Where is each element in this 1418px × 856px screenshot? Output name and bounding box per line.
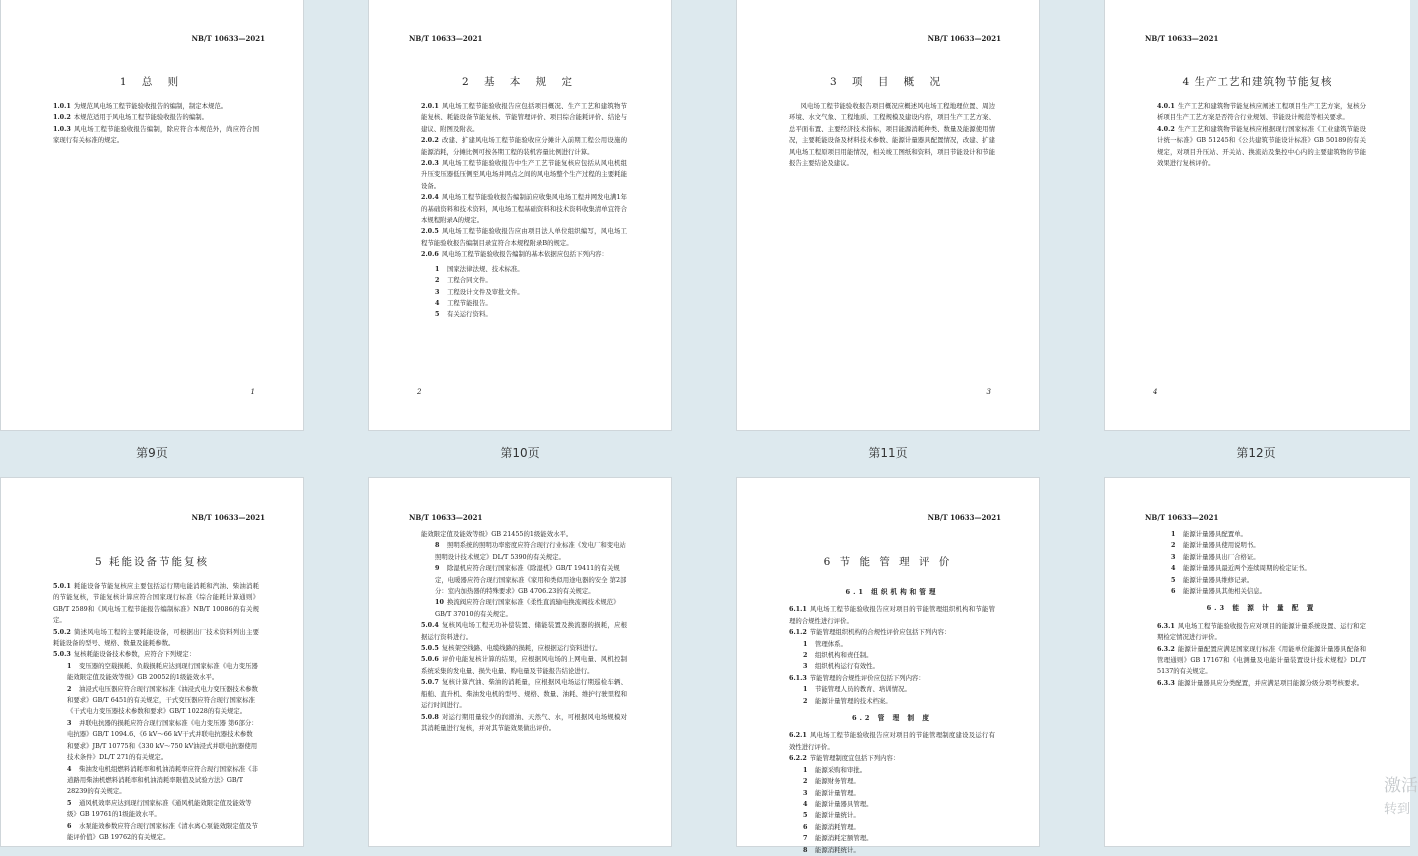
item-text: 国家法律法规、技术标准。	[447, 264, 524, 273]
clause-text: 风电场工程节能验收报告应对项目的节能管理制度建设及运行有效性进行评价。	[789, 731, 995, 751]
clause-text: 耗能设备节能复核应主要包括运行期电能消耗和汽油、柴油消耗的节能复核，节能复核计算应符合国家现行标准《综合能耗计算通则》GB/T 2589和《风电场工程节能报告编制标准》NB/T 10086的有关规定。	[53, 582, 259, 625]
clause	[53, 627, 259, 650]
list-item	[789, 810, 995, 821]
clause-number: 6.2.2	[789, 754, 807, 763]
clause-number: 4.0.1	[1157, 102, 1175, 110]
list-item	[421, 298, 627, 309]
clause	[1157, 621, 1366, 644]
item-number: 8	[435, 541, 440, 550]
page-label-9[interactable]: 第9页	[136, 446, 168, 460]
item-text: 能源计量器具维修记录。	[1183, 575, 1254, 584]
page-number: 2	[417, 388, 422, 396]
item-text: 能源计量统计。	[815, 811, 860, 820]
clause	[421, 643, 627, 654]
page-number: 3	[986, 388, 991, 396]
clause-number: 2.0.1	[421, 102, 439, 110]
list-item	[789, 661, 995, 672]
continued-text: 能效限定值及能效等级》GB 21455的1级能效水平。	[421, 530, 573, 538]
item-text: 能源消耗管理。	[815, 822, 860, 831]
page-label-12[interactable]: 第12页	[1236, 446, 1276, 460]
clause	[1157, 644, 1366, 678]
page-content	[1157, 101, 1366, 169]
item-text: 节能管理人员的教育、培训情况。	[815, 685, 911, 694]
list-item	[789, 696, 995, 707]
clause	[421, 192, 627, 226]
clause-text: 风电场工程节能验收报告编制，除应符合本规范外，尚应符合国家现行有关标准的规定。	[53, 124, 259, 145]
list-item	[1157, 540, 1366, 551]
item-number: 3	[803, 788, 808, 797]
item-text: 能源计量管理。	[815, 788, 860, 797]
list-item	[1157, 529, 1366, 540]
clause	[421, 620, 627, 643]
clause-text: 风电场工程节能验收报告编制的基本依据应包括下列内容：	[441, 250, 608, 259]
item-text: 工程合同文件。	[447, 276, 492, 285]
item-number: 1	[803, 639, 808, 648]
standard-code: NB/T 10633—2021	[191, 513, 265, 522]
item-text: 能源消耗定额管理。	[815, 834, 873, 843]
clause	[421, 654, 627, 677]
item-text: 工程节能报告。	[447, 298, 492, 307]
item-number: 7	[803, 834, 808, 843]
item-number: 2	[67, 684, 72, 693]
list-item	[421, 597, 627, 620]
item-text: 能源计量器具其他相关信息。	[1183, 587, 1267, 596]
item-text: 变压器的空载损耗、负载损耗应达到现行国家标准《电力变压器能效限定值及能效等级》GB 20052的1级能效水平。	[67, 661, 258, 682]
item-number: 3	[803, 662, 808, 671]
clause-text: 节能管理的合规性评价应包括下列内容：	[809, 673, 925, 682]
item-number: 10	[435, 598, 444, 607]
item-number: 2	[803, 651, 808, 660]
clause	[53, 581, 259, 627]
list-item	[789, 788, 995, 799]
clause-number: 2.0.4	[421, 193, 439, 202]
clause-text: 风电场工程节能验收报告中生产工艺节能复核应包括从风电机组升压变压器低压侧至风电场并网点之间的风电场整个生产过程的主要耗能设备。	[421, 159, 627, 190]
clause-number: 5.0.3	[53, 650, 71, 659]
clause-number: 6.1.1	[789, 605, 807, 614]
standard-code: NB/T 10633—2021	[927, 34, 1001, 43]
item-text: 能源采购和审批。	[815, 765, 867, 774]
clause	[53, 112, 259, 123]
clause	[421, 677, 627, 711]
list-item	[789, 650, 995, 661]
clause-text: 能源计量器具应分类配置，并应满足项目能源分级分项考核要求。	[1177, 678, 1364, 687]
clause-number: 2.0.6	[421, 250, 439, 259]
standard-code: NB/T 10633—2021	[927, 513, 1001, 522]
clause-text: 节能管理组织机构的合规性评价应包括下列内容：	[809, 628, 951, 637]
clause-text: 对运行期用量较少的润滑油、天然气、水，可根据风电场规模对其消耗量进行复核，并对其节能效果做出评价。	[421, 712, 627, 732]
clause	[1157, 124, 1366, 170]
item-number: 4	[435, 298, 440, 307]
item-number: 4	[67, 764, 72, 773]
clause-text: 复核耗能设备技术参数，应符合下列规定：	[73, 650, 196, 659]
item-text: 能源财务管理。	[815, 777, 860, 786]
list-item	[1157, 586, 1366, 597]
clause-text: 复核计算汽油、柴油的消耗量，应根据风电场运行期巡检车辆、船舶、直升机、柴油发电机的型号、规格、数量、油耗、维护行驶里程和运行时间进行。	[421, 678, 627, 710]
list-item	[53, 798, 259, 821]
clause-number: 4.0.2	[1157, 124, 1175, 133]
clause	[1157, 101, 1366, 124]
chapter-title: 4 生产工艺和建筑物节能复核	[1182, 76, 1333, 88]
clause-text: 风电场工程节能验收报告应包括项目概况、生产工艺和建筑物节能复核、耗能设备节能复核、节能管理评价、项目综合能耗评价、结论与建议、附图及附表。	[421, 102, 627, 133]
clause	[53, 649, 259, 660]
clause-number: 5.0.6	[421, 655, 439, 664]
page-content	[53, 101, 259, 147]
item-text: 通风机效率应达到现行国家标准《通风机能效限定值及能效等级》GB 19761的1级能效水平。	[67, 798, 252, 819]
list-item	[53, 821, 259, 844]
list-item	[789, 684, 995, 695]
document-page-12[interactable]	[1104, 0, 1410, 431]
item-number: 3	[435, 287, 440, 296]
clause-number: 6.1.2	[789, 628, 807, 637]
section-heading: 6.2 管 理 制 度	[851, 714, 933, 723]
list-item	[789, 765, 995, 776]
list-item	[789, 776, 995, 787]
clause-number: 5.0.8	[421, 712, 439, 721]
item-number: 6	[1171, 587, 1176, 596]
document-page-13[interactable]	[0, 477, 304, 847]
item-text: 能源计量器具最近两个连续周期的检定证书。	[1183, 564, 1311, 573]
clause	[789, 730, 995, 753]
clause-text: 风电场工程节能验收报告应对项目的节能管理组织机构和节能管理的合规性进行评价。	[789, 605, 995, 625]
list-item	[421, 275, 627, 286]
clause-number: 2.0.2	[421, 136, 439, 145]
list-item	[789, 639, 995, 650]
standard-code: NB/T 10633—2021	[1145, 513, 1219, 522]
item-text: 能源计量器具使用说明书。	[1183, 541, 1260, 550]
document-page-14[interactable]	[368, 477, 672, 847]
item-number: 6	[67, 821, 72, 830]
document-page-9[interactable]	[0, 0, 304, 431]
page-label-11[interactable]: 第11页	[868, 446, 908, 460]
document-page-16[interactable]	[1104, 477, 1410, 847]
item-text: 能源计量器具出厂合格证。	[1183, 552, 1260, 561]
list-item	[1157, 575, 1366, 586]
item-number: 4	[803, 799, 808, 808]
item-number: 9	[435, 564, 440, 573]
item-number: 5	[1171, 575, 1176, 584]
clause	[421, 226, 627, 249]
standard-code: NB/T 10633—2021	[1145, 34, 1219, 43]
clause-text: 风电场工程节能验收报告编制前应收集风电场工程并网发电满1年的基础资料和技术资料，风电场工程基础资料和技术资料收集清单宜符合本规程附录A的规定。	[421, 193, 627, 225]
chapter-title: 3 项 目 概 况	[829, 76, 947, 88]
clause	[421, 158, 627, 192]
page-content	[789, 101, 995, 169]
item-text: 换流阀应符合现行国家标准《柔性直流输电换流阀技术规范》GB/T 37010的有关规定。	[435, 598, 620, 618]
item-number: 3	[67, 718, 72, 727]
activation-watermark: 激活 转到	[1384, 776, 1418, 817]
item-number: 1	[435, 264, 440, 273]
standard-code: NB/T 10633—2021	[191, 34, 265, 43]
page-content	[789, 581, 995, 856]
clause-text: 复核架空线路、电缆线路的损耗，应根据运行资料进行。	[441, 644, 602, 653]
clause-number: 6.3.2	[1157, 644, 1175, 653]
item-text: 并联电抗器的损耗应符合现行国家标准《电力变压器 第6部分：电抗器》GB/T 1094.6、《6 kV～66 kV干式并联电抗器技术参数和要求》JB/T 10775和《330 kV～750 kV油浸式并联电抗器使用技术条件》DL/T 271的有关规定。	[67, 718, 258, 762]
item-number: 3	[1171, 552, 1176, 561]
clause-text: 复核风电场工程无功补偿装置、储能装置及换流器的损耗，应根据运行资料进行。	[421, 621, 627, 641]
page-content	[53, 581, 259, 843]
list-item	[53, 661, 259, 684]
basis-list	[421, 264, 627, 321]
item-number: 5	[67, 798, 72, 807]
page-content	[421, 529, 627, 734]
clause-number: 5.0.2	[53, 627, 71, 636]
item-number: 1	[67, 661, 72, 670]
clause-number: 1.0.3	[53, 124, 71, 133]
clause-number: 6.3.1	[1157, 621, 1175, 630]
document-page-10[interactable]	[368, 0, 672, 431]
item-text: 能源消耗统计。	[815, 845, 860, 854]
chapter-title: 1 总 则	[119, 76, 185, 88]
chapter-title: 6 节 能 管 理 评 价	[823, 556, 953, 568]
clause-number: 2.0.5	[421, 227, 439, 236]
clause	[421, 249, 627, 260]
standard-code: NB/T 10633—2021	[409, 513, 483, 522]
list-item	[421, 540, 627, 563]
clause-text: 能源计量配置应满足国家现行标准《用能单位能源计量器具配备和管理通则》GB 17167和《电测量及电能计量装置设计技术规程》DL/T 5137的有关规定。	[1157, 644, 1366, 676]
item-text: 工程设计文件及审批文件。	[447, 287, 524, 296]
clause-text: 风电场工程节能验收报告应由项目法人单位组织编写，风电场工程节能验收报告编制目录宜符合本规程附录B的规定。	[421, 227, 627, 247]
item-text: 有关运行资料。	[447, 310, 492, 319]
clause	[789, 673, 995, 684]
section-heading: 6.3 能 源 计 量 配 置	[1206, 604, 1317, 613]
item-text: 组织机构运行有效性。	[815, 662, 879, 671]
document-page-11[interactable]	[736, 0, 1040, 431]
item-number: 1	[803, 685, 808, 694]
clause-number: 5.0.7	[421, 678, 439, 687]
item-number: 8	[803, 845, 808, 854]
item-number: 5	[435, 310, 440, 319]
item-text: 照明系统的照明功率密度应符合现行行业标准《发电厂和变电站照明设计技术规定》DL/T 5390的有关规定。	[435, 541, 626, 561]
item-number: 1	[803, 765, 808, 774]
list-item	[789, 845, 995, 856]
list-item	[789, 799, 995, 810]
list-item	[789, 833, 995, 844]
clause-text: 生产工艺和建筑物节能复核应根据现行国家标准《工业建筑节能设计统一标准》GB 51245和《公共建筑节能设计标准》GB 50189的有关规定，对项目升压站、开关站、换流站及集控中心内的主要建筑物的节能效果进行复核评价。	[1157, 124, 1366, 168]
clause	[421, 101, 627, 135]
item-text: 管理体系。	[815, 639, 847, 648]
clause	[1157, 678, 1366, 689]
clause	[421, 135, 627, 158]
standard-code: NB/T 10633—2021	[409, 34, 483, 43]
clause-number: 5.0.1	[53, 582, 71, 590]
item-number: 2	[1171, 541, 1176, 550]
clause-number: 2.0.3	[421, 159, 439, 168]
clause	[789, 604, 995, 627]
item-number: 4	[1171, 564, 1176, 573]
document-page-15[interactable]	[736, 477, 1040, 854]
item-text: 除湿机应符合现行国家标准《除湿机》GB/T 19411的有关规定，电暖器应符合现行国家标准《家用和类似用途电器的安全 第2部分：室内加热器的特殊要求》GB 4706.23的有关规定。	[435, 564, 627, 596]
list-item	[1157, 552, 1366, 563]
clause-number: 5.0.4	[421, 621, 439, 630]
clause-text: 本规范适用于风电场工程节能验收报告的编制。	[73, 113, 208, 122]
list-item	[53, 684, 259, 718]
list-item	[1157, 563, 1366, 574]
clause-text: 评价电能复核计算的结果，应根据风电场的上网电量、风机控制系统采集的发电量、损失电量、购电量及节能报告结论进行。	[421, 655, 627, 675]
chapter-title: 2 基 本 规 定	[461, 76, 579, 88]
clause-text: 风电场工程节能验收报告应对项目的能源计量系统设置、运行和定期检定情况进行评价。	[1157, 621, 1366, 642]
clause-text: 生产工艺和建筑物节能复核应阐述工程项目生产工艺方案，复核分析项目生产工艺方案是否符合行业规划、节能设计规范等相关要求。	[1157, 102, 1366, 122]
item-text: 油浸式电压器应符合现行国家标准《油浸式电力变压器技术参数和要求》GB/T 6451的有关规定，干式变压器应符合现行国家标准《干式电力变压器技术参数和要求》GB/T 10228的有关规定。	[67, 684, 258, 716]
item-number: 2	[803, 696, 808, 705]
clause	[53, 101, 259, 112]
list-item	[53, 718, 259, 764]
clause-number: 1.0.1	[53, 102, 71, 110]
clause	[53, 124, 259, 147]
item-number: 5	[803, 811, 808, 820]
clause	[421, 712, 627, 735]
item-text: 组织机构和责任制。	[815, 651, 873, 660]
clause	[789, 627, 995, 638]
chapter-title: 5 耗能设备节能复核	[94, 556, 210, 568]
item-text: 柴油发电机组燃料消耗率和机油消耗率应符合现行国家标准《非道路用柴油机燃料消耗率和机油消耗率限值及试验方法》GB/T 28239的有关规定。	[67, 764, 258, 796]
clause-text: 简述风电场工程的主要耗能设备，可根据出厂技术资料列出主要耗能设备的型号、规格、数量及能耗参数。	[53, 627, 259, 648]
clause-number: 6.3.3	[1157, 678, 1175, 687]
list-item	[421, 264, 627, 275]
clause-text: 改建、扩建风电场工程节能验收应分摊计入前期工程公用设施的能源消耗，分摊比例可按各期工程的装机容量比例进行计算。	[421, 136, 627, 156]
list-item	[421, 309, 627, 320]
item-text: 能源计量器具管理。	[815, 799, 873, 808]
clause-text: 节能管理制度宜包括下列内容：	[809, 754, 900, 763]
clause	[789, 753, 995, 764]
page-label-10[interactable]: 第10页	[500, 446, 540, 460]
page-content	[421, 101, 627, 321]
clause-number: 5.0.5	[421, 644, 439, 653]
list-item	[421, 563, 627, 597]
list-item	[421, 287, 627, 298]
clause-number: 6.2.1	[789, 731, 807, 740]
section-heading: 6.1 组织机构和管理	[845, 588, 939, 596]
item-text: 水泵能效参数应符合现行国家标准《清水离心泵能效限定值及节能评价值》GB 19762的有关规定。	[67, 821, 258, 841]
paragraph: 风电场工程节能验收报告项目概况应概述风电场工程地理位置、周边环境、水文气象、工程地质、工程规模及建设内容，项目生产工艺方案、总平面布置、主要经济技术指标，项目能源消耗种类、数量及能源使用情况，主要耗能设备及材料技术参数、能源计量器具配置情况，改建、扩建风电场工程原项目用能情况，相关竣工图纸和资料，项目节能设计和节能报告主要结论及建议。	[789, 102, 995, 168]
item-number: 2	[803, 777, 808, 786]
list-item	[789, 822, 995, 833]
list-item	[53, 764, 259, 798]
item-text: 能源计量管理的技术档案。	[815, 696, 892, 705]
item-text: 能源计量器具配置单。	[1183, 530, 1247, 538]
page-content	[1157, 529, 1366, 689]
item-number: 6	[803, 822, 808, 831]
item-number: 1	[1171, 530, 1176, 538]
page-number: 1	[250, 388, 255, 396]
clause-text: 为规范风电场工程节能验收报告的编制，制定本规范。	[73, 102, 228, 110]
clause-number: 6.1.3	[789, 673, 807, 682]
page-number: 4	[1153, 388, 1158, 396]
item-number: 2	[435, 276, 440, 285]
clause-number: 1.0.2	[53, 113, 71, 122]
